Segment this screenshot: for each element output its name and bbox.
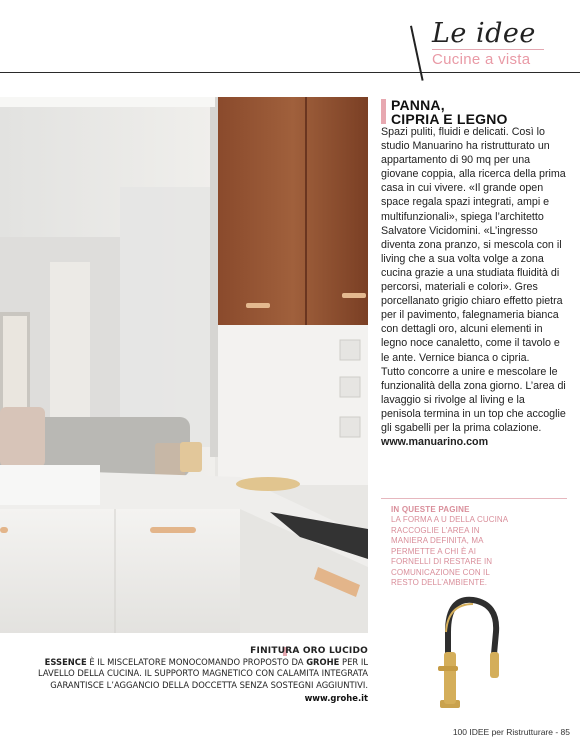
product-maker: GROHE — [306, 657, 340, 667]
article-paragraph-2: Tutto concorre a unire e mescolare le funzionalità della zona giorno. L’area di lavaggio si rivolge al living e la penisola termina in un top che accoglie gli sgabelli per la prima colazione. — [381, 365, 566, 434]
product-description — [8, 657, 368, 691]
kitchen-photo — [0, 97, 368, 633]
product-text-b: PER IL LAVELLO DELLA CUCINA. IL SUPPORTO MAGNETICO CON CALAMITA INTEGRATA GARANTISCE L’AGGANCIO DELLA DOCCETTA SENZA SOSTEGNI AGGIUNTIVI. — [37, 657, 368, 690]
caption-label: IN QUESTE PAGINE — [391, 505, 470, 514]
product-brand: ESSENCE — [44, 657, 87, 667]
title-accent-bar — [381, 99, 386, 124]
faucet-image — [418, 592, 508, 712]
product-url[interactable]: www.grohe.it — [304, 693, 368, 703]
article-url[interactable]: www.manuarino.com — [381, 436, 489, 449]
article-title — [391, 98, 571, 126]
caption-text: LA FORMA A U DELLA CUCINA RACCOGLIE L’AREA IN MANIERA DEFINITA, MA PERMETTE A CHI È AI FORNELLI DI RESTARE IN COMUNICAZIONE CON IL RESTO DELL’AMBIENTE. — [391, 515, 508, 587]
page-footer: 100 IDEE per Ristrutturare - 85 — [452, 727, 570, 737]
section-title: Le idee — [432, 18, 536, 49]
article-title-line2: CIPRIA E LEGNO — [391, 111, 508, 127]
header-rule — [0, 72, 580, 73]
article-body — [381, 125, 567, 449]
product-heading: FINITURA ORO LUCIDO — [250, 646, 368, 656]
article-paragraph-1: Spazi puliti, fluidi e delicati. Così lo studio Manuarino ha ristrutturato un appartamento di 90 mq per una giovane coppia, alla ricerca della prima casa in cui vivere. «Il grande open space regala spazi integrati, ampi e multifunzionali», spiega l’architetto Salvatore Vicidomini. «L’ingresso diventa zona pranzo, si mescola con il living che a sua volta volge a zona cucina grazie a una studiata fluidità di percorsi, materiali e colori». Gres porcellanato grigio chiaro effetto pietra per il pavimento, falegnameria bianca con dettagli oro, alcuni elementi in legno noce canaletto, come il tavolo e le ante. Vernice bianca o cipria. — [381, 126, 566, 364]
subsection-rule — [432, 49, 544, 50]
article-title-line1: PANNA, — [391, 97, 445, 113]
product-text-a: È IL MISCELATORE MONOCOMANDO PROPOSTO DA — [86, 657, 307, 667]
subsection-title: Cucine a vista — [432, 51, 531, 68]
caption-rule — [381, 498, 567, 499]
